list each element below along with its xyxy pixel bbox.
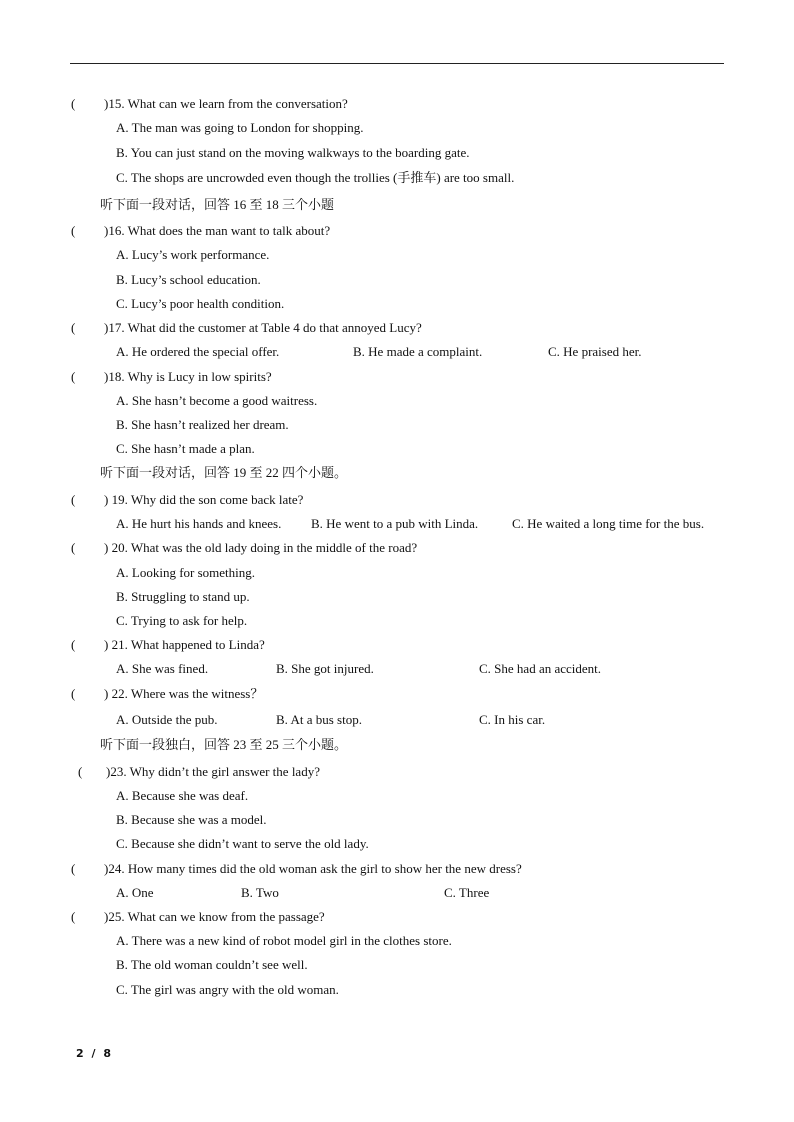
answer-option: B. Two (241, 885, 279, 900)
answer-option: C. He waited a long time for the bus. (512, 516, 705, 531)
answer-blank-paren: ( (71, 223, 76, 238)
answer-option: A. Lucy’s work performance. (116, 247, 270, 262)
answer-option: C. She had an accident. (479, 661, 602, 676)
section-instruction: 听下面一段对话，回答 16 至 18 三个小题 (100, 197, 335, 212)
section-instruction: 听下面一段对话，回答 19 至 22 四个小题。 (100, 465, 348, 480)
question-text: ) 20. What was the old lady doing in the middle of the road? (104, 540, 418, 555)
answer-option: A. Because she was deaf. (116, 788, 249, 803)
answer-option: B. Because she was a model. (116, 812, 267, 827)
answer-option: A. One (116, 885, 154, 900)
answer-option: C. He praised her. (548, 344, 642, 359)
answer-blank-paren: ( (71, 320, 76, 335)
answer-option: B. He made a complaint. (353, 344, 483, 359)
question-text: )15. What can we learn from the conversation? (104, 96, 348, 111)
question-text: ) 22. Where was the witness？ (104, 686, 264, 701)
answer-option: A. She hasn’t become a good waitress. (116, 393, 318, 408)
answer-option: A. He hurt his hands and knees. (116, 516, 282, 531)
answer-blank-paren: ( (71, 96, 76, 111)
page-number: 2 / 8 (76, 1047, 113, 1060)
answer-blank-paren: ( (71, 909, 76, 924)
answer-option: C. In his car. (479, 712, 546, 727)
question-text: )25. What can we know from the passage? (104, 909, 325, 924)
answer-option: B. She got injured. (276, 661, 374, 676)
answer-blank-paren: ( (71, 540, 76, 555)
question-text: ) 21. What happened to Linda? (104, 637, 265, 652)
answer-option: A. There was a new kind of robot model girl in the clothes store. (116, 933, 452, 948)
answer-blank-paren: ( (71, 492, 76, 507)
question-text: )16. What does the man want to talk about? (104, 223, 331, 238)
question-text: )23. Why didn’t the girl answer the lady? (106, 764, 320, 779)
answer-blank-paren: ( (71, 861, 76, 876)
answer-blank-paren: ( (71, 686, 76, 701)
answer-option: B. She hasn’t realized her dream. (116, 417, 289, 432)
answer-option: C. The girl was angry with the old woman. (116, 982, 339, 997)
question-text: )18. Why is Lucy in low spirits? (104, 369, 272, 384)
question-text: )17. What did the customer at Table 4 do that annoyed Lucy? (104, 320, 422, 335)
answer-option: A. Looking for something. (116, 565, 256, 580)
answer-option: B. Lucy’s school education. (116, 272, 261, 287)
answer-option: B. Struggling to stand up. (116, 589, 250, 604)
answer-option: C. Because she didn’t want to serve the old lady. (116, 836, 369, 851)
answer-option: C. Three (444, 885, 490, 900)
answer-option: A. The man was going to London for shopping. (116, 120, 364, 135)
section-instruction: 听下面一段独白，回答 23 至 25 三个小题。 (100, 737, 348, 752)
answer-option: B. You can just stand on the moving walkways to the boarding gate. (116, 145, 470, 160)
question-text: ) 19. Why did the son come back late? (104, 492, 304, 507)
answer-option: A. Outside the pub. (116, 712, 218, 727)
answer-blank-paren: ( (71, 369, 76, 384)
question-text: )24. How many times did the old woman ask the girl to show her the new dress? (104, 861, 522, 876)
answer-option: C. The shops are uncrowded even though the trollies (手推车) are too small. (116, 170, 515, 185)
answer-option: A. He ordered the special offer. (116, 344, 280, 359)
answer-option: C. She hasn’t made a plan. (116, 441, 255, 456)
answer-blank-paren: ( (78, 764, 83, 779)
answer-blank-paren: ( (71, 637, 76, 652)
answer-option: A. She was fined. (116, 661, 209, 676)
answer-option: B. He went to a pub with Linda. (311, 516, 479, 531)
answer-option: C. Lucy’s poor health condition. (116, 296, 285, 311)
answer-option: C. Trying to ask for help. (116, 613, 248, 628)
answer-option: B. At a bus stop. (276, 712, 362, 727)
answer-option: B. The old woman couldn’t see well. (116, 957, 308, 972)
header-rule (70, 63, 724, 64)
